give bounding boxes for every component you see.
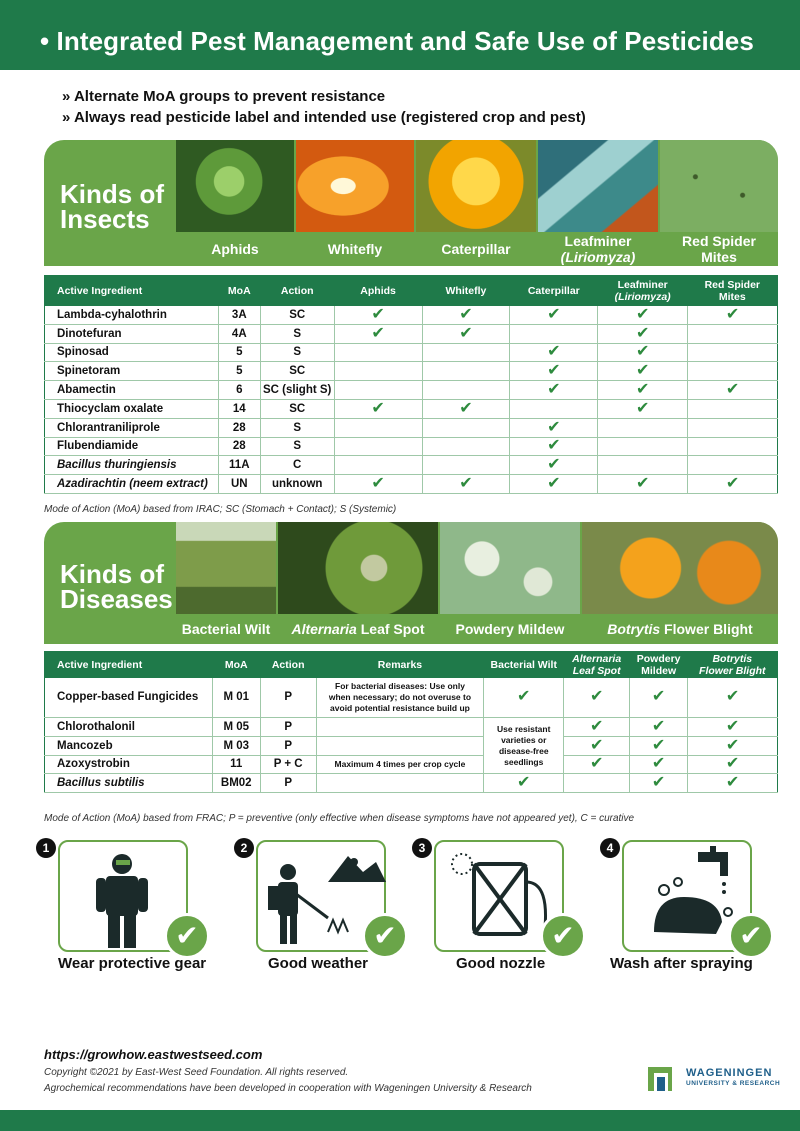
caterpillar-image: [416, 140, 536, 232]
check-cell: [334, 418, 422, 437]
check-icon: ✔: [589, 688, 604, 706]
check-cell: [334, 437, 422, 456]
table-row: [45, 718, 778, 737]
check-icon: ✔: [547, 437, 561, 455]
photo-caption: Whitefly: [296, 232, 414, 266]
table-row: [45, 678, 778, 718]
check-cell: [510, 306, 598, 325]
action-type: P: [260, 736, 316, 755]
check-cell: [630, 718, 688, 737]
check-cell: [564, 755, 630, 774]
check-icon: ✔: [725, 381, 740, 399]
table-row: [45, 475, 778, 494]
table-row: [45, 456, 778, 475]
active-ingredient: Bacillus thuringiensis: [45, 456, 219, 475]
check-cell: [688, 343, 778, 362]
insecticide-table: [44, 275, 778, 494]
step-number: 1: [36, 838, 56, 858]
action-type: P: [260, 678, 316, 718]
check-cell: [630, 755, 688, 774]
check-icon: ✔: [635, 305, 650, 323]
active-ingredient: Spinosad: [45, 343, 219, 362]
powdery-mildew-image: [440, 522, 580, 614]
leafminer-photo: [538, 140, 658, 266]
check-cell: [564, 678, 630, 718]
wur-logo-name: WAGENINGEN: [686, 1067, 773, 1079]
active-ingredient: Flubendiamide: [45, 437, 219, 456]
moa-group: M 01: [212, 678, 260, 718]
active-ingredient: Copper-based Fungicides: [45, 678, 213, 718]
check-icon: ✔: [371, 399, 385, 417]
powdery-mildew-photo: [440, 522, 580, 644]
check-cell: [422, 343, 510, 362]
check-cell: [688, 418, 778, 437]
photo-caption: Leafminer (Liriomyza): [538, 232, 658, 266]
check-cell: [510, 381, 598, 400]
check-icon: ✔: [651, 774, 666, 792]
check-icon: ✔: [459, 305, 473, 323]
caterpillar-photo: [416, 140, 536, 266]
check-cell: [334, 343, 422, 362]
footer-bar: [0, 1110, 800, 1131]
check-icon: ✔: [371, 305, 385, 323]
check-cell: [598, 324, 688, 343]
check-cell: [688, 774, 778, 793]
moa-group: 28: [218, 437, 260, 456]
check-icon: ✔: [589, 755, 604, 773]
header-banner: [0, 0, 800, 70]
check-icon: ✔: [547, 343, 561, 361]
action-type: SC: [260, 362, 334, 381]
step-good-nozzle: [418, 838, 582, 958]
check-cell: [688, 456, 778, 475]
check-cell: [510, 324, 598, 343]
check-cell: [688, 362, 778, 381]
moa-group: 11: [212, 755, 260, 774]
check-cell: [688, 755, 778, 774]
action-type: S: [260, 437, 334, 456]
check-cell: [422, 381, 510, 400]
check-cell: [334, 456, 422, 475]
active-ingredient: Chlorantraniliprole: [45, 418, 219, 437]
table-row: [45, 418, 778, 437]
table-row: [45, 324, 778, 343]
key-points: [62, 86, 586, 128]
bullet-item: » Alternate MoA groups to prevent resistance: [62, 88, 386, 105]
step-number: 4: [600, 838, 620, 858]
check-icon: ✔: [725, 717, 740, 735]
check-cell: [334, 399, 422, 418]
remarks: [316, 718, 484, 737]
check-cell: [422, 362, 510, 381]
diseases-title: Kinds of Diseases: [60, 559, 173, 614]
check-cell: [688, 678, 778, 718]
cooperation-note: Agrochemical recommendations have been developed in cooperation with Wageningen University & Research: [44, 1083, 532, 1094]
wageningen-logo: [648, 1065, 788, 1093]
aphids-image: [176, 140, 294, 232]
check-icon: ✔: [651, 717, 666, 735]
check-cell: [510, 456, 598, 475]
check-cell: [334, 475, 422, 494]
action-type: P: [260, 718, 316, 737]
active-ingredient: Dinotefuran: [45, 324, 219, 343]
bacterial-wilt-note: Use resistant varieties or disease-free seedlings: [484, 718, 564, 774]
active-ingredient: Azadirachtin (neem extract): [45, 475, 219, 494]
check-icon: ✔: [517, 688, 531, 706]
photo-caption: Bacterial Wilt: [176, 614, 276, 644]
bacterial-wilt-image: [176, 522, 276, 614]
table-row: [45, 381, 778, 400]
check-icon: ✔: [651, 755, 666, 773]
check-icon: ✔: [371, 475, 385, 493]
photo-caption: Aphids: [176, 232, 294, 266]
check-cell: [688, 324, 778, 343]
photo-caption: Caterpillar: [416, 232, 536, 266]
check-icon: ✔: [725, 688, 740, 706]
check-cell: [564, 718, 630, 737]
check-cell: [630, 678, 688, 718]
check-cell: [422, 437, 510, 456]
moa-group: M 05: [212, 718, 260, 737]
check-cell: [334, 362, 422, 381]
fungicide-table-body: [45, 678, 778, 793]
wur-logo-subtitle: UNIVERSITY & RESEARCH: [686, 1080, 781, 1087]
check-cell: [598, 399, 688, 418]
check-cell: [422, 418, 510, 437]
check-badge-icon: ✔: [164, 913, 210, 959]
check-cell: [334, 381, 422, 400]
photo-caption: Red Spider Mites: [660, 232, 778, 266]
moa-group: 4A: [218, 324, 260, 343]
check-icon: ✔: [635, 381, 650, 399]
photo-caption: Alternaria Leaf Spot: [278, 614, 438, 644]
active-ingredient: Bacillus subtilis: [45, 774, 213, 793]
check-icon: ✔: [459, 475, 473, 493]
table-row: [45, 343, 778, 362]
check-icon: ✔: [589, 736, 604, 754]
check-cell: [564, 736, 630, 755]
check-icon: ✔: [459, 399, 473, 417]
check-icon: ✔: [725, 475, 740, 493]
check-cell: [630, 736, 688, 755]
check-cell: [422, 306, 510, 325]
check-cell: [422, 324, 510, 343]
check-icon: ✔: [651, 688, 666, 706]
leafminer-image: [538, 140, 658, 232]
moa-group: 14: [218, 399, 260, 418]
check-icon: ✔: [635, 475, 650, 493]
action-type: P + C: [260, 755, 316, 774]
check-cell: [598, 381, 688, 400]
check-cell: [510, 343, 598, 362]
table-row: [45, 774, 778, 793]
check-icon: ✔: [371, 324, 385, 342]
moa-group: 3A: [218, 306, 260, 325]
step-label: Good weather: [268, 955, 369, 972]
action-type: C: [260, 456, 334, 475]
bacterial-wilt-photo: [176, 522, 276, 644]
check-cell: [688, 381, 778, 400]
check-icon: ✔: [547, 418, 561, 436]
check-icon: ✔: [651, 736, 666, 754]
frac-note: Mode of Action (MoA) based from FRAC; P = preventive (only effective when disease symptoms have not appeared yet), C = curative: [44, 813, 635, 824]
check-icon: ✔: [635, 324, 650, 342]
insects-title: Kinds of Insects: [60, 179, 164, 234]
irac-note: Mode of Action (MoA) based from IRAC; SC (Stomach + Contact); S (Systemic): [44, 504, 397, 515]
active-ingredient: Lambda-cyhalothrin: [45, 306, 219, 325]
remarks: Maximum 4 times per crop cycle: [316, 755, 484, 774]
check-icon: ✔: [635, 399, 650, 417]
action-type: P: [260, 774, 316, 793]
check-icon: ✔: [547, 381, 561, 399]
action-type: SC (slight S): [260, 381, 334, 400]
moa-group: M 03: [212, 736, 260, 755]
moa-group: BM02: [212, 774, 260, 793]
website-link[interactable]: https://growhow.eastwestseed.com: [44, 1047, 263, 1062]
moa-group: 11A: [218, 456, 260, 475]
check-cell: [688, 475, 778, 494]
check-cell: [598, 437, 688, 456]
alternaria-image: [278, 522, 438, 614]
check-cell: [484, 774, 564, 793]
aphids-photo: [176, 140, 294, 266]
insecticide-table-body: [45, 306, 778, 494]
step-label: Wear protective gear: [58, 955, 207, 972]
whitefly-image: [296, 140, 414, 232]
action-type: S: [260, 418, 334, 437]
check-cell: [688, 399, 778, 418]
check-cell: [422, 456, 510, 475]
check-icon: ✔: [459, 324, 473, 342]
botrytis-image: [582, 522, 778, 614]
table-row: [45, 736, 778, 755]
moa-group: UN: [218, 475, 260, 494]
table-row: [45, 306, 778, 325]
check-cell: [564, 774, 630, 793]
check-icon: ✔: [547, 456, 561, 474]
check-icon: ✔: [635, 343, 650, 361]
active-ingredient: Azoxystrobin: [45, 755, 213, 774]
wur-logo-mark-icon: [648, 1067, 680, 1091]
check-cell: [334, 324, 422, 343]
step-number: 2: [234, 838, 254, 858]
check-cell: [422, 475, 510, 494]
check-cell: [510, 399, 598, 418]
active-ingredient: Mancozeb: [45, 736, 213, 755]
spider-mites-image: [660, 140, 778, 232]
remarks: [316, 736, 484, 755]
table-header-row: Active Ingredient MoA Action Remarks Bacterial Wilt Alternaria Leaf Spot Powdery Mildew Botrytis Flower Blight: [45, 652, 778, 678]
check-cell: [688, 736, 778, 755]
moa-group: 28: [218, 418, 260, 437]
action-type: SC: [260, 306, 334, 325]
botrytis-photo: [582, 522, 778, 644]
action-type: SC: [260, 399, 334, 418]
active-ingredient: Abamectin: [45, 381, 219, 400]
table-header-row: Active Ingredient MoA Action Aphids Whitefly Caterpillar Leafminer (Liriomyza) Red Spider Mites: [45, 276, 778, 306]
page-title: • Integrated Pest Management and Safe Use of Pesticides: [40, 26, 754, 56]
check-cell: [598, 306, 688, 325]
copyright-text: Copyright ©2021 by East-West Seed Foundation. All rights reserved.: [44, 1067, 349, 1078]
table-row: [45, 755, 778, 774]
check-cell: [510, 475, 598, 494]
check-cell: [422, 399, 510, 418]
remarks: [316, 774, 484, 793]
check-cell: [688, 437, 778, 456]
check-cell: [598, 362, 688, 381]
check-cell: [598, 456, 688, 475]
check-cell: [334, 306, 422, 325]
bullet-item: » Always read pesticide label and intended use (registered crop and pest): [62, 109, 586, 126]
whitefly-photo: [296, 140, 414, 266]
active-ingredient: Spinetoram: [45, 362, 219, 381]
check-icon: ✔: [547, 475, 561, 493]
step-number: 3: [412, 838, 432, 858]
active-ingredient: Chlorothalonil: [45, 718, 213, 737]
check-icon: ✔: [725, 736, 740, 754]
check-icon: ✔: [725, 774, 740, 792]
check-icon: ✔: [547, 305, 561, 323]
moa-group: 5: [218, 343, 260, 362]
step-wash-hands: [606, 838, 770, 958]
check-cell: [510, 437, 598, 456]
check-icon: ✔: [589, 717, 604, 735]
moa-group: 6: [218, 381, 260, 400]
check-cell: [598, 475, 688, 494]
check-cell: [630, 774, 688, 793]
check-cell: [510, 418, 598, 437]
step-label: Good nozzle: [456, 955, 546, 972]
spider-mites-photo: [660, 140, 778, 266]
table-row: [45, 437, 778, 456]
check-badge-icon: ✔: [362, 913, 408, 959]
check-icon: ✔: [725, 305, 740, 323]
check-cell: [598, 418, 688, 437]
table-row: [45, 399, 778, 418]
photo-caption: Botrytis Flower Blight: [582, 614, 778, 644]
moa-group: 5: [218, 362, 260, 381]
table-row: [45, 362, 778, 381]
check-cell: [510, 362, 598, 381]
fungicide-table: [44, 651, 778, 793]
check-cell: [484, 678, 564, 718]
step-protective-gear: [42, 838, 206, 958]
alternaria-photo: [278, 522, 438, 644]
check-cell: [598, 343, 688, 362]
action-type: S: [260, 343, 334, 362]
photo-caption: Powdery Mildew: [440, 614, 580, 644]
action-type: unknown: [260, 475, 334, 494]
check-badge-icon: ✔: [728, 913, 774, 959]
remarks: For bacterial diseases: Use only when necessary; do not overuse to avoid potential resistance build up: [316, 678, 484, 718]
action-type: S: [260, 324, 334, 343]
check-icon: ✔: [517, 774, 531, 792]
check-cell: [688, 306, 778, 325]
check-icon: ✔: [635, 362, 650, 380]
check-icon: ✔: [725, 755, 740, 773]
check-icon: ✔: [547, 362, 561, 380]
step-good-weather: [240, 838, 404, 958]
active-ingredient: Thiocyclam oxalate: [45, 399, 219, 418]
check-cell: [688, 718, 778, 737]
step-label: Wash after spraying: [610, 955, 753, 972]
check-badge-icon: ✔: [540, 913, 586, 959]
